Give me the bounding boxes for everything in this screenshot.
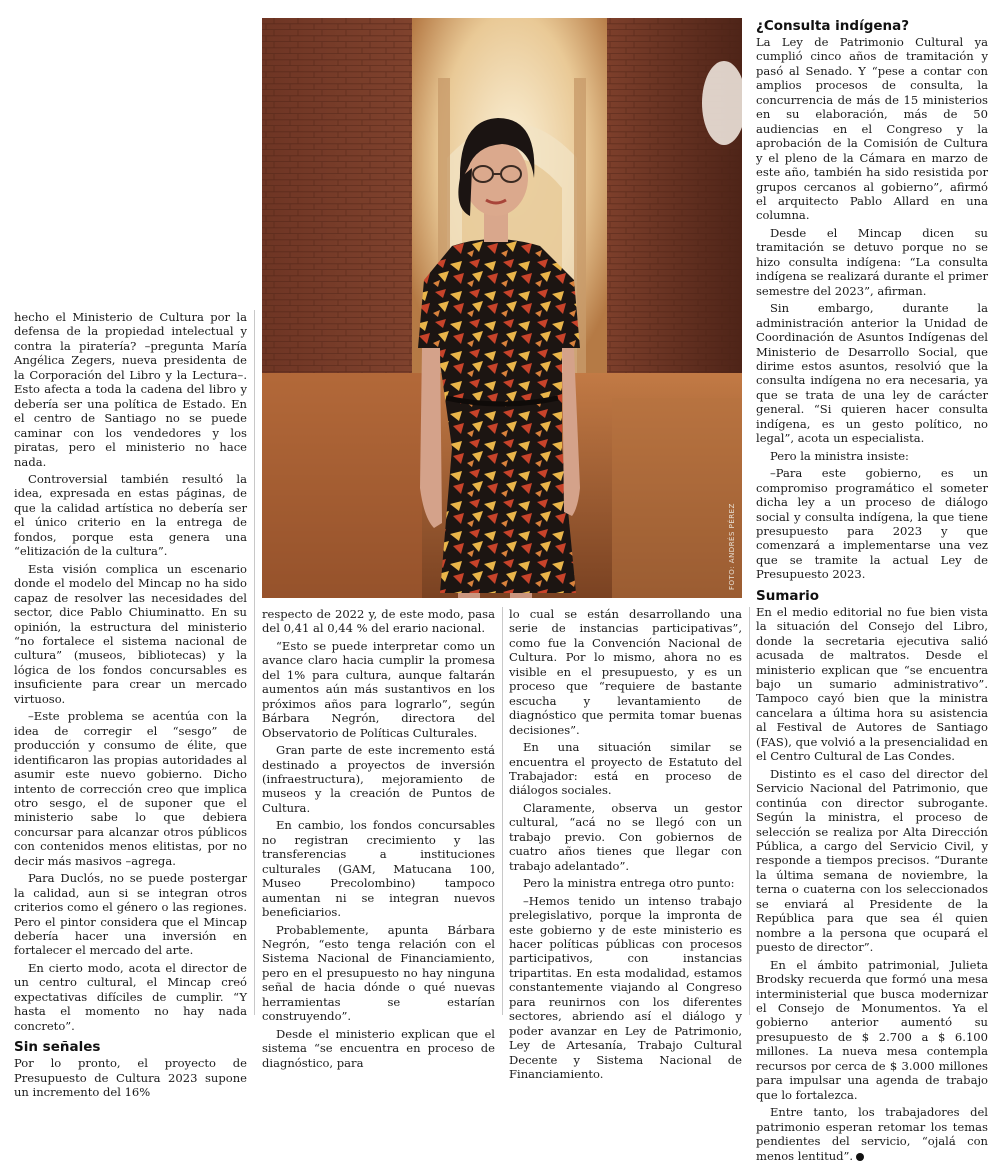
section-heading: Sumario: [756, 587, 820, 604]
paragraph: Esta visión complica un escenario donde el modelo del Mincap no ha sido capaz de resolver las necesidades del sector, dice Pablo Chiuminatto. En su opinión, la estructura del ministerio “no fortalece el sistema nacional de cultura” (museos, bibliotecas) y la lógica de los fondos concursables es insuficiente para crear un mercado virtuoso.: [14, 561, 247, 706]
paragraph: Desde el ministerio explican que el sistema “se encuentra en proceso de diagnóstico, para: [262, 1026, 495, 1070]
paragraph: En el ámbito patrimonial, Julieta Brodsky recuerda que formó una mesa interministerial que busca modernizar el Consejo de Monumentos. Ya el gobierno anterior aumentó su presupuesto de $ 2.700 a $ 6.100 millones. La nueva mesa contempla recursos por cerca de $ 3.000 millones para impulsar una agenda de trabajo que lo fortalezca.: [756, 957, 988, 1102]
paragraph: Para Duclós, no se puede postergar la calidad, aun si se integran otros criterios como el género o las regiones. Pero el pintor considera que el Mincap debería hacer una inversión en fortalecer el mercado del arte.: [14, 871, 247, 958]
paragraph: En el medio editorial no fue bien vista la situación del Consejo del Libro, donde la secretaria ejecutiva salió acusada de maltratos. Desde el ministerio explican que “se encuentra bajo un sumario administrativo”. Tampoco cayó bien que la ministra cancelara a última hora su asistencia al Festival de Autores de Santiago (FAS), que volvió a la presencialidad en el Centro Cultural de Las Condes.: [756, 604, 988, 764]
paragraph: hecho el Ministerio de Cultura por la defensa de la propiedad intelectual y contra la piratería? –pregunta María Angélica Zegers, nueva presidenta de la Corporación del Libro y la Lectura–. Esto afecta a toda la cadena del libro y debería ser una política de Estado. En el centro de Santiago no se puede caminar con los vendedores y los piratas, pero el ministerio no hace nada.: [14, 310, 247, 469]
article-column-1: [14, 310, 247, 1103]
article-column-4: [756, 18, 988, 1166]
article-photo: [262, 18, 742, 598]
paragraph: En cierto modo, acota el director de un centro cultural, el Mincap creó expectativas difíciles de cumplir. “Y hasta el momento no hay nada concreto”.: [14, 960, 247, 1033]
paragraph: –Este problema se acentúa con la idea de corregir el “sesgo” de producción y consumo de élite, que identificaron las propias autoridades al asumir este nuevo gobierno. Dicho intento de corrección creo que implica otro sesgo, el de suponer que el ministerio sabe lo que debiera concursar para alcanzar otros públicos con contenidos menos elitistas, por no decir más masivos –agrega.: [14, 709, 247, 868]
paragraph: Desde el Mincap dicen su tramitación se detuvo porque no se hizo consulta indígena: “La consulta indígena se realizará durante el primer semestre del 2023”, afirman.: [756, 225, 988, 298]
article-column-2: [262, 607, 495, 1073]
article-end-icon: [856, 1153, 864, 1161]
section-heading: ¿Consulta indígena?: [756, 18, 910, 34]
paragraph: Gran parte de este incremento está destinado a proyectos de inversión (infraestructura), mejoramiento de museos y la creación de Puntos de Cultura.: [262, 743, 495, 815]
paragraph: En cambio, los fondos concursables no registran crecimiento y las transferencias a instituciones culturales (GAM, Matucana 100, Museo Precolombino) tampoco aumentan ni se integran nuevos beneficiarios.: [262, 818, 495, 920]
section-heading: Sin señales: [14, 1039, 101, 1056]
column-rule: [749, 607, 750, 1015]
paragraph: En una situación similar se encuentra el proyecto de Estatuto del Trabajador: está en proceso de diálogos sociales.: [509, 740, 742, 798]
paragraph: –Para este gobierno, es un compromiso programático el someter dicha ley a un proceso de diálogo social y consulta indígena, la que tiene presupuesto para 2023 y que comenzará a implementarse una vez que se tramite la actual Ley de Presupuesto 2023.: [756, 466, 988, 582]
photo-credit: FOTO: ANDRÉS PÉREZ: [728, 503, 736, 590]
paragraph: Sin embargo, durante la administración anterior la Unidad de Coordinación de Asuntos Indígenas del Ministerio de Desarrollo Social, que dirime estos asuntos, resolvió que la consulta indígena no era necesaria, ya que se trata de una ley de carácter general. “Si quieren hacer consulta indígena, es un gesto político, no legal”, acota un especialista.: [756, 301, 988, 446]
paragraph: Distinto es el caso del director del Servicio Nacional del Patrimonio, que continúa con director subrogante. Según la ministra, el proceso de selección se realiza por Alta Dirección Pública, a cargo del Servicio Civil, y responde a tiempos precisos. “Durante la última semana de noviembre, la terna o cuaterna con los seleccionados se enviará al Presidente de la República para que sea él quien nombre a la persona que ocupará el puesto de director”.: [756, 766, 988, 955]
paragraph: Controversial también resultó la idea, expresada en estas páginas, de que la calidad artística no debería ser el único criterio en la entrega de fondos, porque esta genera una “elitización de la cultura”.: [14, 471, 247, 559]
paragraph: Por lo pronto, el proyecto de Presupuesto de Cultura 2023 supone un incremento del 16%: [14, 1056, 247, 1100]
paragraph: Probablemente, apunta Bárbara Negrón, “esto tenga relación con el Sistema Nacional de Financiamiento, pero en el presupuesto no hay ninguna señal de hacia dónde o qué nuevas herramientas se estarían construyendo”.: [262, 922, 495, 1024]
column-rule: [254, 310, 255, 1015]
paragraph: Claramente, observa un gestor cultural, “acá no se llegó con un trabajo previo. Con gobiernos de cuatro años tienes que llegar con trabajo adelantado”.: [509, 800, 742, 873]
paragraph: [756, 1105, 988, 1163]
article-column-3: [509, 607, 742, 1085]
paragraph: “Esto se puede interpretar como un avance claro hacia cumplir la promesa del 1% para cultura, aunque faltarán aumentos aún más sustantivos en los próximos años para lograrlo”, según Bárbara Negrón, directora del Observatorio de Políticas Culturales.: [262, 638, 495, 740]
paragraph: –Hemos tenido un intenso trabajo prelegislativo, porque la impronta de este gobierno y de este ministerio es hacer políticas públicas con procesos participativos, con instancias tripartitas. En esta modalidad, estamos constantemente viajando al Congreso para reunirnos con los diferentes sectores, abriendo así el diálogo y poder avanzar en Ley de Patrimonio, Ley de Artesanía, Trabajo Cultural Decente y Sistema Nacional de Financiamiento.: [509, 893, 742, 1082]
paragraph: Pero la ministra entrega otro punto:: [523, 876, 735, 891]
paragraph: lo cual se están desarrollando una serie de instancias participativas”, como fue la Convención Nacional de Cultura. Por lo mismo, ahora no es visible en el presupuesto, y es un proceso que “requiere de bastante escucha y levantamiento de diagnóstico que permita tomar buenas decisiones”.: [509, 607, 742, 737]
paragraph: respecto de 2022 y, de este modo, pasa del 0,41 al 0,44 % del erario nacional.: [262, 607, 495, 636]
paragraph: La Ley de Patrimonio Cultural ya cumplió cinco años de tramitación y pasó al Senado. Y “pese a contar con amplios procesos de consulta, la concurrencia de más de 15 ministerios en su elaboración, más de 50 audiencias en el Congreso y la aprobación de la Comisión de Cultura y el pleno de la Cámara en marzo de este año, también ha sido resistida por grupos cercanos al gobierno”, afirmó el arquitecto Pablo Allard en una columna.: [756, 35, 988, 223]
paragraph-text: Entre tanto, los trabajadores del patrimonio esperan retomar los temas pendientes del servicio, “ojalá con menos lentitud”.: [756, 1105, 988, 1163]
column-rule: [502, 607, 503, 1015]
paragraph: Pero la ministra insiste:: [770, 448, 909, 463]
